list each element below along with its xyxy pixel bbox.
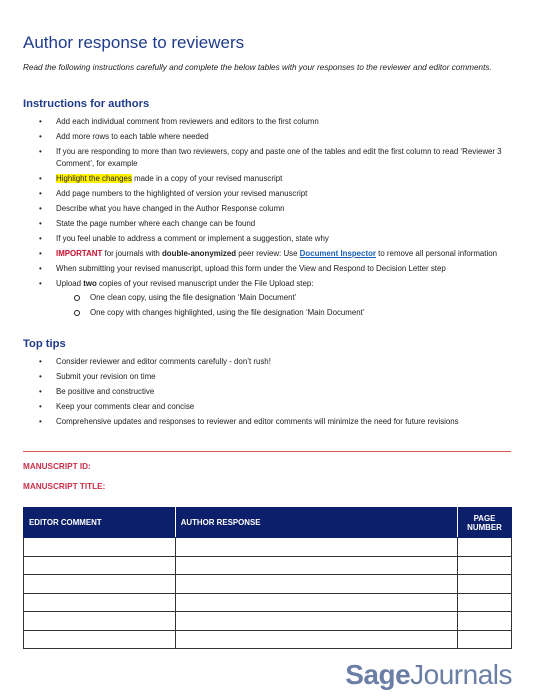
page-number-cell[interactable] — [458, 575, 512, 594]
table-row — [24, 630, 512, 649]
page-number-cell[interactable] — [458, 630, 512, 649]
list-item: • Submit your revision on time — [23, 371, 511, 383]
list-item-text: for journals with — [102, 248, 162, 258]
author-response-cell[interactable] — [175, 630, 457, 649]
intro-text: Read the following instructions carefully and complete the below tables with your responses to the reviewer and editor comments. — [23, 63, 492, 72]
list-item-text: made in a copy of your revised manuscript — [131, 173, 283, 183]
instructions-list — [23, 116, 511, 322]
list-item: • If you feel unable to address a comment or implement a suggestion, state why — [23, 233, 511, 245]
author-response-cell[interactable] — [175, 612, 457, 631]
important-label: IMPORTANT — [56, 248, 103, 258]
sub-list-item: One copy with changes highlighted, using the file designation ‘Main Document’ — [56, 307, 511, 319]
sub-list-item: One clean copy, using the file designation ‘Main Document’ — [56, 292, 511, 304]
page-number-cell[interactable] — [458, 593, 512, 612]
page-title: Author response to reviewers — [23, 33, 245, 52]
tips-list — [23, 356, 511, 431]
list-item-text: Upload — [56, 278, 84, 288]
author-response-cell[interactable] — [175, 538, 457, 557]
author-response-header: AUTHOR RESPONSE — [175, 508, 457, 538]
logo-sage-text: Sage — [345, 659, 411, 690]
list-item: • Consider reviewer and editor comments carefully - don’t rush! — [23, 356, 511, 368]
table-header-row — [24, 508, 512, 538]
list-item — [23, 278, 511, 319]
document-inspector-link[interactable]: Document Inspector — [299, 248, 376, 258]
table-row — [24, 575, 512, 594]
list-item — [23, 248, 511, 260]
sub-list — [56, 292, 511, 319]
table-row — [24, 612, 512, 631]
instructions-heading: Instructions for authors — [23, 98, 150, 110]
response-table — [23, 507, 512, 649]
list-item: • Add each individual comment from reviewers and editors to the first column — [23, 116, 511, 128]
tips-heading: Top tips — [23, 338, 66, 350]
page-number-cell[interactable] — [458, 538, 512, 557]
page-number-cell[interactable] — [458, 556, 512, 575]
highlighted-text: Highlight the changes — [56, 173, 132, 183]
list-item: • When submitting your revised manuscript, upload this form under the View and Respond to Decision Letter step — [23, 263, 511, 275]
list-item-text: to remove all personal information — [375, 248, 498, 258]
table-row — [24, 593, 512, 612]
editor-comment-cell[interactable] — [24, 612, 176, 631]
table-row — [24, 538, 512, 557]
list-item-text: copies of your revised manuscript under the File Upload step: — [96, 278, 314, 288]
bold-text: two — [83, 278, 97, 288]
bold-text: double-anonymized — [161, 248, 237, 258]
editor-comment-cell[interactable] — [24, 575, 176, 594]
divider — [23, 451, 511, 452]
list-item: • Describe what you have changed in the Author Response column — [23, 203, 511, 215]
manuscript-id-label: MANUSCRIPT ID: — [23, 462, 91, 471]
author-response-cell[interactable] — [175, 593, 457, 612]
editor-comment-cell[interactable] — [24, 630, 176, 649]
list-item: • Keep your comments clear and concise — [23, 401, 511, 413]
editor-comment-cell[interactable] — [24, 593, 176, 612]
manuscript-title-label: MANUSCRIPT TITLE: — [23, 482, 106, 491]
table-row — [24, 556, 512, 575]
list-item: • Comprehensive updates and responses to reviewer and editor comments will minimize the need for future revisions — [23, 416, 511, 428]
author-response-cell[interactable] — [175, 556, 457, 575]
list-item: • If you are responding to more than two reviewers, copy and paste one of the tables and edit the first column to read ‘Reviewer 3 Comment’, for example — [23, 146, 511, 169]
list-item-text: peer review: Use — [236, 248, 300, 258]
editor-comment-header: EDITOR COMMENT — [24, 508, 176, 538]
list-item: • State the page number where each change can be found — [23, 218, 511, 230]
logo-journals-text: Journals — [410, 659, 512, 690]
page-number-cell[interactable] — [458, 612, 512, 631]
list-item: • Add page numbers to the highlighted of version your revised manuscript — [23, 188, 511, 200]
list-item — [23, 173, 511, 185]
editor-comment-cell[interactable] — [24, 556, 176, 575]
list-item: • Be positive and constructive — [23, 386, 511, 398]
page-number-header: PAGE NUMBER — [458, 508, 512, 538]
editor-comment-cell[interactable] — [24, 538, 176, 557]
list-item: • Add more rows to each table where needed — [23, 131, 511, 143]
author-response-cell[interactable] — [175, 575, 457, 594]
sage-journals-logo — [345, 659, 512, 691]
